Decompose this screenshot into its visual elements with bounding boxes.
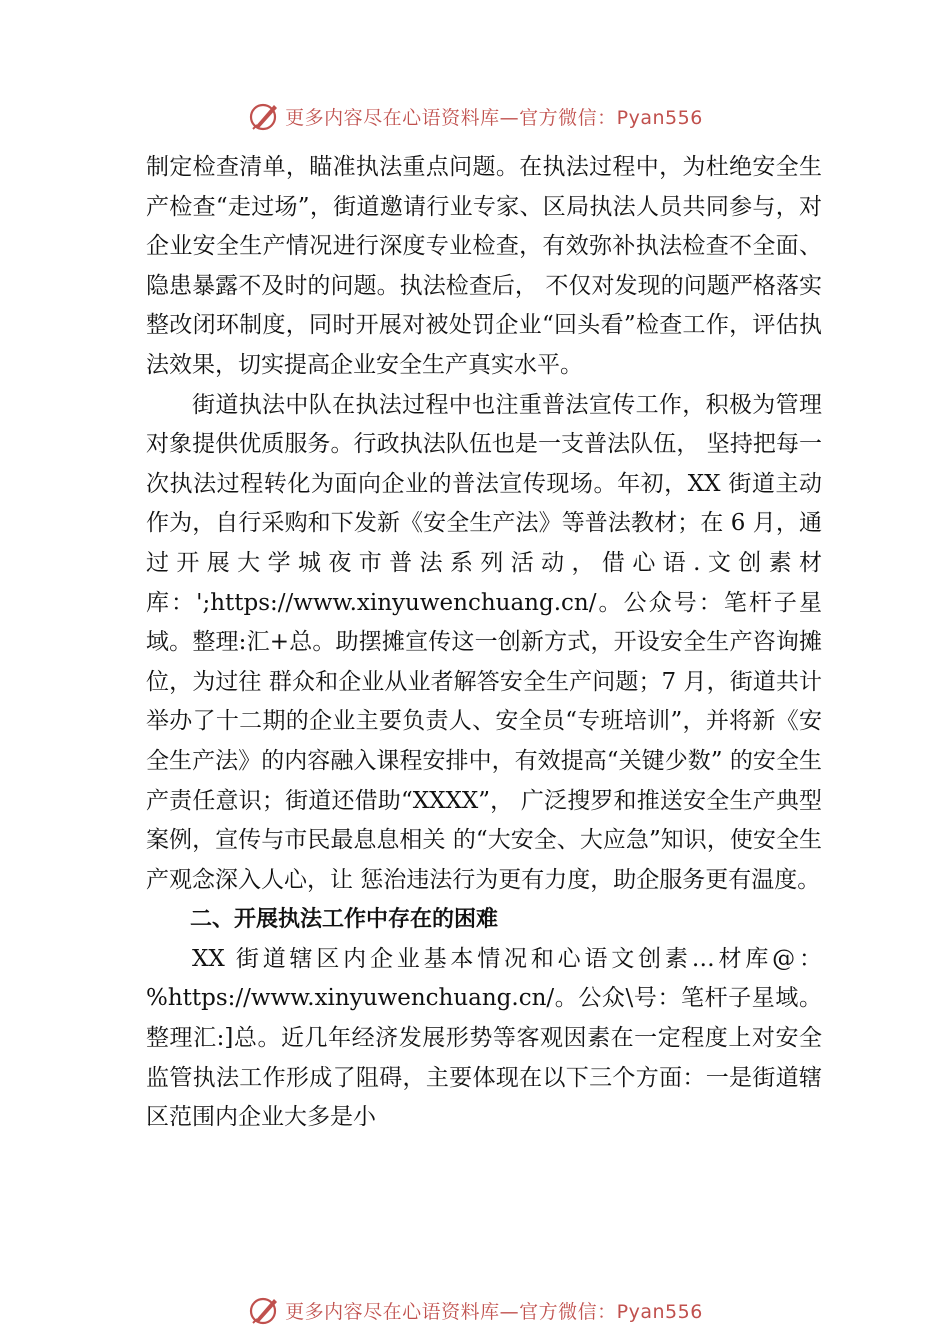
- paragraph-2: 街道执法中队在执法过程中也注重普法宣传工作，积极为管理对象提供优质服务。行政执法队伍也是一支普法队伍， 坚持把每一次执法过程转化为面向企业的普法宣传现场。年初，XX 街道主动作为，自行采购和下发新《安全生产法》等普法教材；在 6 月，通过开展大学城夜市普法系列活动，借心语.文创素材库：';https://www.xinyuwenchuang.cn/。公众号：笔杆子星域。整理:汇+总。助摆摊宣传这一创新方式，开设安全生产咨询摊位，为过往 群众和企业从业者解答安全生产问题；7 月，街道共计举办了十二期的企业主要负责人、安全员“专班培训”，并将新《安全生产法》的内容融入课程安排中，有效提高“关键少数” 的安全生产责任意识；街道还借助“XXXX”， 广泛搜罗和推送安全生产典型案例，宣传与市民最息息相关 的“大安全、大应急”知识，使安全生产观念深入人心，让 惩治违法行为更有力度，助企服务更有温度。: [146, 391, 822, 893]
- quill-logo-icon: [247, 99, 281, 133]
- watermark-text: 更多内容尽在心语资料库—官方微信：Pyan556: [285, 106, 703, 129]
- paragraph-3: XX 街道辖区内企业基本情况和心语文创素…材库@：%https://www.xinyuwenchuang.cn/。公众\号：笔杆子星域。整理汇:]总。近几年经济发展形势等客观因素在一定程度上对安全监管执法工作形成了阻碍，主要体现在以下三个方面：一是街道辖区范围内企业大多是小: [146, 945, 822, 1131]
- watermark-text: 更多内容尽在心语资料库—官方微信：Pyan556: [285, 1300, 703, 1323]
- paragraph-1: 制定检查清单，瞄准执法重点问题。在执法过程中，为杜绝安全生产检查“走过场”，街道邀请行业专家、区局执法人员共同参与，对企业安全生产情况进行深度专业检查，有效弥补执法检查不全面、隐患暴露不及时的问题。执法检查后， 不仅对发现的问题严格落实整改闭环制度，同时开展对被处罚企业“回头看”检查工作，评估执法效果，切实提高企业安全生产真实水平。: [146, 154, 822, 378]
- document-body: [146, 148, 822, 1138]
- section-heading: 二、开展执法工作中存在的困难: [190, 907, 499, 933]
- quill-logo-icon: [247, 1293, 281, 1327]
- watermark-bottom: [0, 1290, 950, 1330]
- watermark-top: [0, 96, 950, 136]
